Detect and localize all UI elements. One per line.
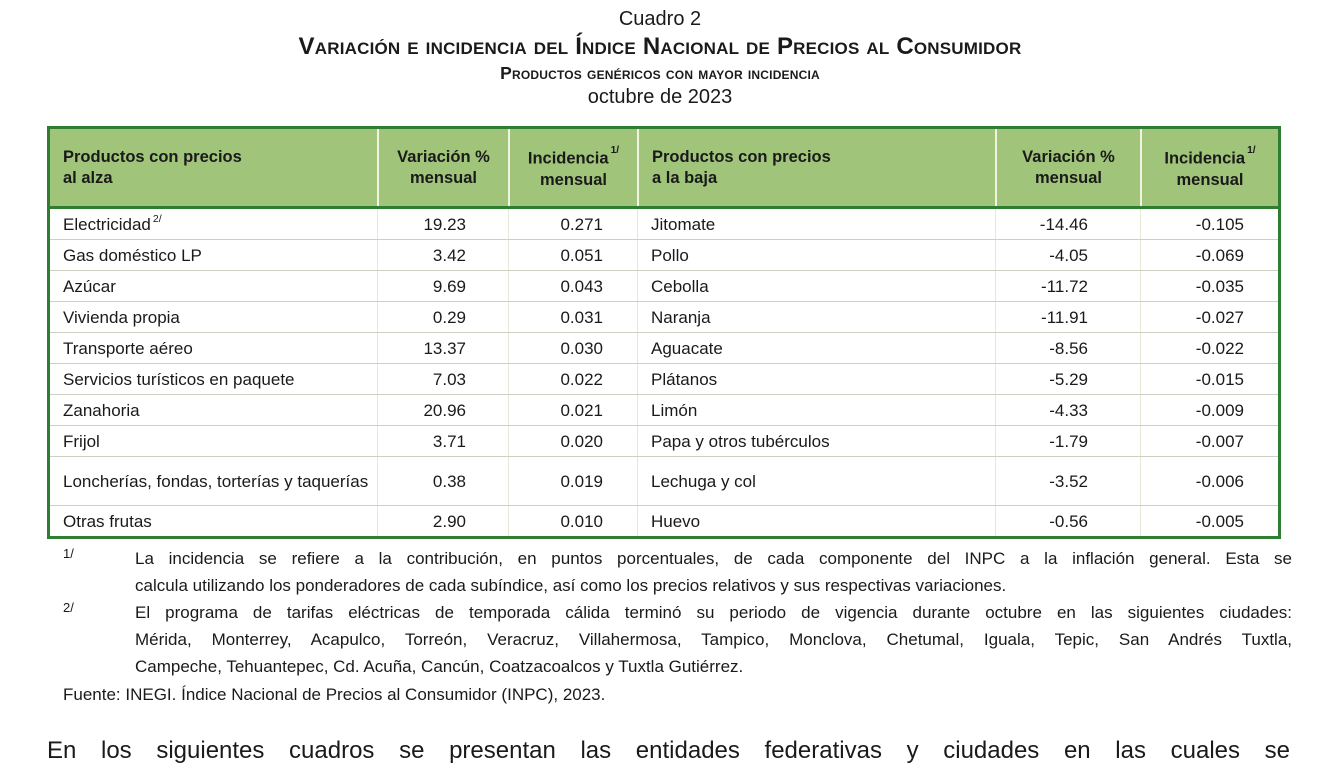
cell-incidencia-alza: 0.031: [508, 302, 637, 332]
cell-variacion-baja: -0.56: [995, 506, 1140, 536]
cell-incidencia-baja: -0.006: [1140, 457, 1278, 505]
cell-variacion-baja: -3.52: [995, 457, 1140, 505]
cell-text: Electricidad: [63, 214, 151, 234]
table-row: [50, 332, 1278, 363]
cell-incidencia-baja: -0.035: [1140, 271, 1278, 301]
cell-incidencia-baja: -0.027: [1140, 302, 1278, 332]
header-line: Variación %: [397, 147, 490, 166]
table-number-title: Cuadro 2: [618, 8, 702, 30]
header-line: mensual: [1176, 170, 1244, 189]
header-line: Productos con precios: [63, 147, 242, 166]
table-row: [50, 394, 1278, 425]
header-text: Incidencia: [1164, 149, 1246, 168]
footnote-1-text: [135, 545, 1292, 599]
cell-product-baja: Lechuga y col: [637, 457, 995, 505]
cell-variacion-baja: -14.46: [995, 209, 1140, 239]
cell-incidencia-baja: -0.005: [1140, 506, 1278, 536]
cell-product-baja: Cebolla: [637, 271, 995, 301]
main-title: Variación e incidencia del Índice Nacional de Precios al Consumidor: [298, 33, 1022, 60]
cell-product-alza: [50, 209, 377, 239]
table-row: [50, 239, 1278, 270]
cell-incidencia-alza: 0.010: [508, 506, 637, 536]
title-block: [0, 6, 1320, 110]
cell-product-alza: Otras frutas: [63, 511, 152, 531]
cell-variacion-baja: -4.05: [995, 240, 1140, 270]
cell-incidencia-alza: 0.271: [508, 209, 637, 239]
header-line: mensual: [540, 170, 607, 189]
cell-variacion-alza: 9.69: [377, 271, 508, 301]
cell-product-alza: Loncherías, fondas, torterías y taquerías: [63, 471, 369, 491]
table-row: [50, 456, 1278, 505]
header-line: [528, 144, 619, 170]
header-line: mensual: [410, 168, 477, 187]
header-text: Incidencia: [527, 149, 609, 168]
cell-incidencia-alza: 0.051: [508, 240, 637, 270]
cell-variacion-baja: -4.33: [995, 395, 1140, 425]
footnote-line: calcula utilizando los ponderadores de cada subíndice, así como los precios relativos y sus respectivas variaciones.: [135, 576, 1007, 595]
footnote-line: El programa de tarifas eléctricas de temporada cálida terminó su periodo de vigencia durante octubre en las siguientes ciudades:: [135, 603, 1292, 622]
table-header-row: [50, 129, 1278, 209]
cell-variacion-baja: -11.72: [995, 271, 1140, 301]
cell-variacion-alza: 3.42: [377, 240, 508, 270]
cell-incidencia-alza: 0.020: [508, 426, 637, 456]
cell-product-baja: Naranja: [637, 302, 995, 332]
cell-variacion-alza: 0.29: [377, 302, 508, 332]
source-line: Fuente: INEGI. Índice Nacional de Precios al Consumidor (INPC), 2023.: [63, 685, 606, 704]
period-title: octubre de 2023: [587, 86, 733, 108]
cell-incidencia-alza: 0.021: [508, 395, 637, 425]
table-row: [50, 270, 1278, 301]
cell-product-baja: Limón: [637, 395, 995, 425]
footnote-ref-1: 1/: [610, 144, 620, 156]
table-row: [50, 209, 1278, 239]
cell-incidencia-baja: -0.007: [1140, 426, 1278, 456]
cell-product-alza: Zanahoria: [63, 400, 140, 420]
footnote-line: Campeche, Tehuantepec, Cd. Acuña, Cancún, Coatzacoalcos y Tuxtla Gutiérrez.: [135, 657, 744, 676]
cell-product-alza: Azúcar: [63, 276, 116, 296]
footnote-2: [47, 599, 1292, 680]
header-products-alza: [50, 129, 377, 206]
cell-incidencia-alza: 0.022: [508, 364, 637, 394]
header-incidencia-alza: [508, 129, 637, 206]
header-incidencia-baja: [1140, 129, 1278, 206]
cell-variacion-baja: -1.79: [995, 426, 1140, 456]
cell-product-baja: Huevo: [637, 506, 995, 536]
header-line: [1164, 144, 1255, 170]
cell-product-alza: Vivienda propia: [63, 307, 180, 327]
cell-variacion-baja: -11.91: [995, 302, 1140, 332]
footnote-1-marker: 1/: [63, 546, 74, 561]
footnote-2-text: [135, 599, 1292, 680]
subtitle: Productos genéricos con mayor incidencia: [500, 63, 820, 83]
cell-variacion-baja: -8.56: [995, 333, 1140, 363]
cell-variacion-baja: -5.29: [995, 364, 1140, 394]
cell-variacion-alza: 13.37: [377, 333, 508, 363]
cell-variacion-alza: 20.96: [377, 395, 508, 425]
table-row: [50, 301, 1278, 332]
header-products-baja: [637, 129, 995, 206]
footnotes-block: [47, 545, 1292, 708]
incidence-table: [47, 126, 1281, 539]
cell-variacion-alza: 3.71: [377, 426, 508, 456]
cell-incidencia-alza: 0.019: [508, 457, 637, 505]
cell-incidencia-baja: -0.015: [1140, 364, 1278, 394]
table-row: [50, 505, 1278, 536]
header-variacion-baja: [995, 129, 1140, 206]
table-row: [50, 425, 1278, 456]
header-line: a la baja: [652, 168, 718, 187]
cell-product-alza: Transporte aéreo: [63, 338, 193, 358]
cell-product-alza: Servicios turísticos en paquete: [63, 369, 295, 389]
cell-product-baja: Pollo: [637, 240, 995, 270]
footnote-2-marker: 2/: [63, 600, 74, 615]
cell-incidencia-alza: 0.030: [508, 333, 637, 363]
table-row: [50, 363, 1278, 394]
footnote-ref-2: 2/: [152, 212, 162, 225]
cell-product-baja: Papa y otros tubérculos: [637, 426, 995, 456]
cell-product-alza: Gas doméstico LP: [63, 245, 202, 265]
cell-product-baja: Jitomate: [637, 209, 995, 239]
header-line: mensual: [1035, 168, 1102, 187]
table-body: [50, 209, 1278, 536]
cell-variacion-alza: 7.03: [377, 364, 508, 394]
cell-variacion-alza: 19.23: [377, 209, 508, 239]
cell-incidencia-baja: -0.105: [1140, 209, 1278, 239]
cell-product-baja: Plátanos: [637, 364, 995, 394]
header-variacion-alza: [377, 129, 508, 206]
cell-variacion-alza: 0.38: [377, 457, 508, 505]
footnote-line: Mérida, Monterrey, Acapulco, Torreón, Veracruz, Villahermosa, Tampico, Monclova, Chetumal, Iguala, Tepic, San Andrés Tuxtla,: [135, 630, 1292, 649]
cell-product-alza: Frijol: [63, 431, 100, 451]
cell-variacion-alza: 2.90: [377, 506, 508, 536]
cell-incidencia-baja: -0.022: [1140, 333, 1278, 363]
header-line: al alza: [63, 168, 113, 187]
clipped-paragraph: En los siguientes cuadros se presentan las entidades federativas y ciudades en las cuales se: [47, 737, 1290, 764]
header-line: Productos con precios: [652, 147, 831, 166]
cell-incidencia-baja: -0.069: [1140, 240, 1278, 270]
footnote-line: La incidencia se refiere a la contribución, en puntos porcentuales, de cada componente del INPC a la inflación general. Esta se: [135, 549, 1292, 568]
footnote-1: [47, 545, 1292, 599]
cell-product-baja: Aguacate: [637, 333, 995, 363]
cell-incidencia-alza: 0.043: [508, 271, 637, 301]
header-line: Variación %: [1022, 147, 1115, 166]
footnote-ref-1: 1/: [1247, 144, 1256, 156]
cell-incidencia-baja: -0.009: [1140, 395, 1278, 425]
